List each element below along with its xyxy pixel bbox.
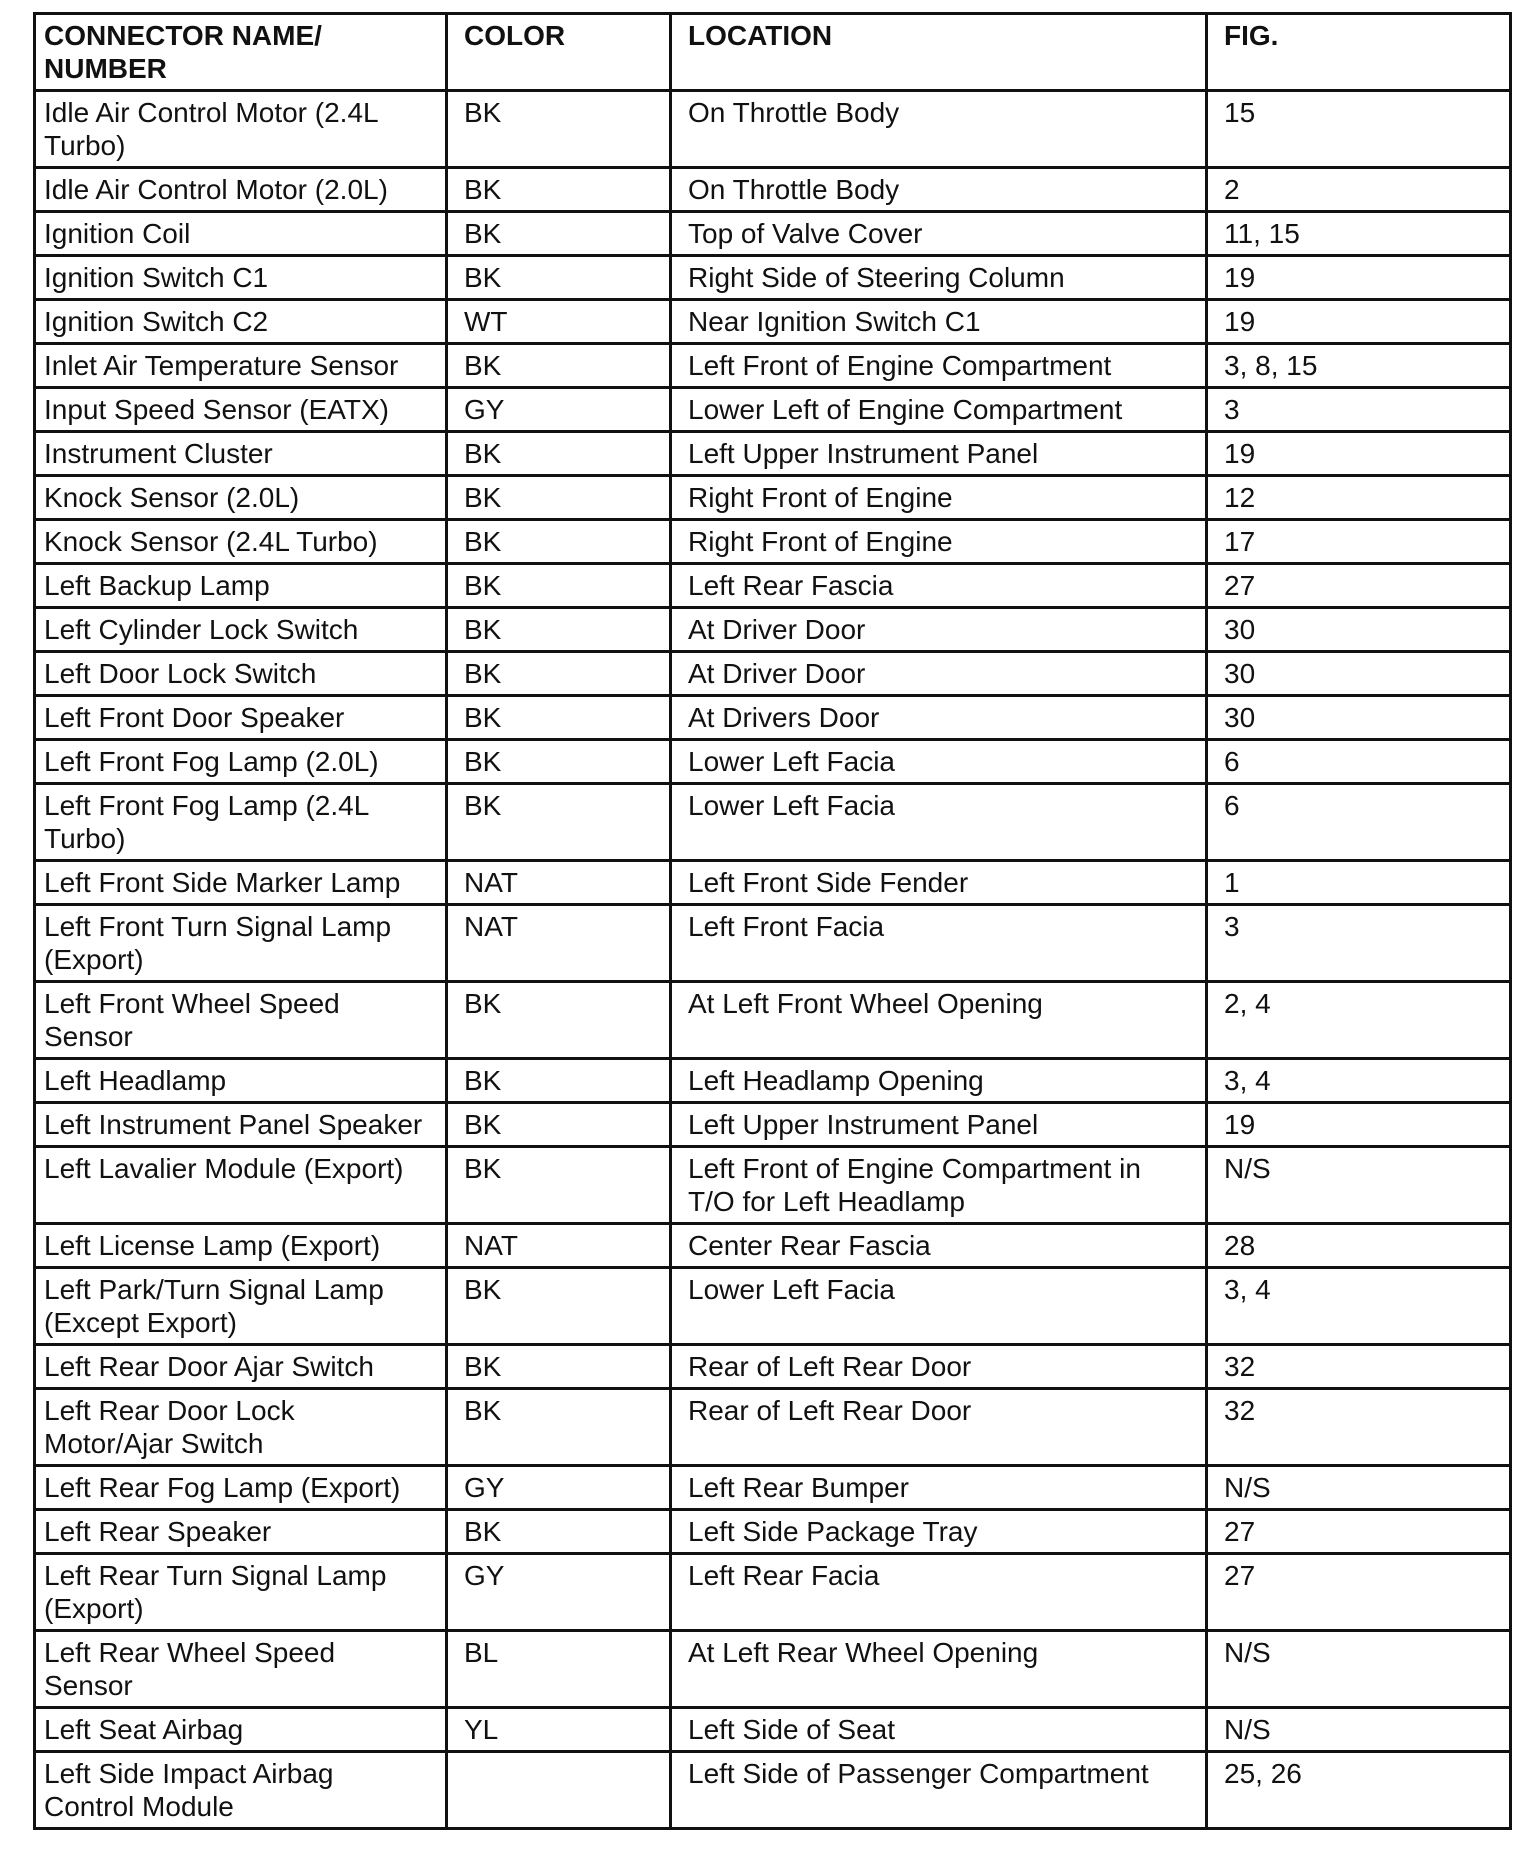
location-cell: Lower Left Facia [671,784,1207,861]
color-cell: GY [447,388,671,432]
location-cell: Right Side of Steering Column [671,256,1207,300]
connector-name-cell: Left Headlamp [35,1059,447,1103]
table-row [35,652,1511,696]
fig-cell: 32 [1207,1389,1511,1466]
connector-name-cell: Left Side Impact Airbag Control Module [35,1752,447,1829]
connector-name-cell: Left Rear Speaker [35,1510,447,1554]
location-cell: At Left Rear Wheel Opening [671,1631,1207,1708]
connector-name-cell: Instrument Cluster [35,432,447,476]
connector-name-cell: Left Seat Airbag [35,1708,447,1752]
table-row [35,1510,1511,1554]
fig-cell: 3 [1207,388,1511,432]
color-cell: BK [447,1389,671,1466]
fig-cell: 3, 8, 15 [1207,344,1511,388]
color-cell: BK [447,1510,671,1554]
connector-name-cell: Left Front Fog Lamp (2.4L Turbo) [35,784,447,861]
table-row [35,212,1511,256]
location-cell: Left Side Package Tray [671,1510,1207,1554]
table-row [35,1554,1511,1631]
fig-cell: 19 [1207,1103,1511,1147]
location-cell: At Driver Door [671,652,1207,696]
fig-cell: 2, 4 [1207,982,1511,1059]
color-cell: BK [447,212,671,256]
location-cell: Center Rear Fascia [671,1224,1207,1268]
table-row [35,1466,1511,1510]
table-row [35,168,1511,212]
table-row [35,564,1511,608]
connector-name-cell: Ignition Switch C1 [35,256,447,300]
location-cell: Left Side of Passenger Compartment [671,1752,1207,1829]
fig-cell: 30 [1207,608,1511,652]
color-cell: BK [447,432,671,476]
color-cell: BK [447,1345,671,1389]
header-location: LOCATION [671,14,1207,91]
connector-name-cell: Knock Sensor (2.0L) [35,476,447,520]
connector-name-cell: Idle Air Control Motor (2.0L) [35,168,447,212]
connector-name-cell: Left License Lamp (Export) [35,1224,447,1268]
location-cell: Left Rear Fascia [671,564,1207,608]
color-cell: BK [447,168,671,212]
fig-cell: 12 [1207,476,1511,520]
connector-name-cell: Knock Sensor (2.4L Turbo) [35,520,447,564]
table-row [35,1389,1511,1466]
connector-name-cell: Left Front Door Speaker [35,696,447,740]
location-cell: Left Front Side Fender [671,861,1207,905]
table-row [35,256,1511,300]
color-cell: BK [447,1147,671,1224]
table-row [35,1631,1511,1708]
color-cell: YL [447,1708,671,1752]
location-cell: On Throttle Body [671,91,1207,168]
connector-name-cell: Input Speed Sensor (EATX) [35,388,447,432]
header-fig: FIG. [1207,14,1511,91]
color-cell: BK [447,696,671,740]
color-cell: BK [447,740,671,784]
location-cell: Left Upper Instrument Panel [671,432,1207,476]
connector-name-cell: Left Cylinder Lock Switch [35,608,447,652]
connector-name-cell: Left Front Fog Lamp (2.0L) [35,740,447,784]
color-cell [447,1752,671,1829]
connector-name-cell: Left Rear Door Lock Motor/Ajar Switch [35,1389,447,1466]
fig-cell: 27 [1207,564,1511,608]
fig-cell: 17 [1207,520,1511,564]
connector-name-cell: Left Front Side Marker Lamp [35,861,447,905]
fig-cell: N/S [1207,1147,1511,1224]
table-row [35,432,1511,476]
location-cell: Rear of Left Rear Door [671,1345,1207,1389]
fig-cell: 6 [1207,740,1511,784]
connector-name-cell: Left Rear Door Ajar Switch [35,1345,447,1389]
table-row [35,91,1511,168]
color-cell: BK [447,344,671,388]
location-cell: Top of Valve Cover [671,212,1207,256]
location-cell: Left Front of Engine Compartment [671,344,1207,388]
connector-name-cell: Left Rear Wheel Speed Sensor [35,1631,447,1708]
table-row [35,388,1511,432]
location-cell: Right Front of Engine [671,476,1207,520]
fig-cell: 6 [1207,784,1511,861]
table-row [35,784,1511,861]
fig-cell: 11, 15 [1207,212,1511,256]
location-cell: At Left Front Wheel Opening [671,982,1207,1059]
fig-cell: N/S [1207,1708,1511,1752]
connector-name-cell: Left Front Turn Signal Lamp (Export) [35,905,447,982]
location-cell: Lower Left Facia [671,1268,1207,1345]
fig-cell: 3 [1207,905,1511,982]
table-row [35,476,1511,520]
fig-cell: N/S [1207,1631,1511,1708]
color-cell: BK [447,1268,671,1345]
connector-name-cell: Ignition Coil [35,212,447,256]
connector-name-cell: Left Park/Turn Signal Lamp (Except Export) [35,1268,447,1345]
connector-name-cell: Inlet Air Temperature Sensor [35,344,447,388]
color-cell: NAT [447,905,671,982]
table-row [35,608,1511,652]
connector-table [33,12,1512,1830]
table-row [35,1224,1511,1268]
color-cell: BK [447,608,671,652]
color-cell: BK [447,520,671,564]
location-cell: Lower Left Facia [671,740,1207,784]
location-cell: At Driver Door [671,608,1207,652]
table-row [35,1268,1511,1345]
connector-name-cell: Idle Air Control Motor (2.4L Turbo) [35,91,447,168]
location-cell: Left Headlamp Opening [671,1059,1207,1103]
location-cell: On Throttle Body [671,168,1207,212]
connector-name-cell: Left Front Wheel Speed Sensor [35,982,447,1059]
table-row [35,740,1511,784]
fig-cell: N/S [1207,1466,1511,1510]
fig-cell: 28 [1207,1224,1511,1268]
color-cell: BL [447,1631,671,1708]
color-cell: NAT [447,861,671,905]
table-row [35,861,1511,905]
table-row [35,905,1511,982]
connector-name-cell: Left Lavalier Module (Export) [35,1147,447,1224]
connector-name-cell: Left Rear Turn Signal Lamp (Export) [35,1554,447,1631]
table-row [35,1147,1511,1224]
table-row [35,300,1511,344]
location-cell: Left Upper Instrument Panel [671,1103,1207,1147]
location-cell: Lower Left of Engine Compartment [671,388,1207,432]
fig-cell: 19 [1207,300,1511,344]
table-row [35,982,1511,1059]
fig-cell: 30 [1207,652,1511,696]
table-row [35,344,1511,388]
fig-cell: 27 [1207,1510,1511,1554]
table-row [35,1059,1511,1103]
header-connector-name: CONNECTOR NAME/ NUMBER [35,14,447,91]
color-cell: WT [447,300,671,344]
fig-cell: 25, 26 [1207,1752,1511,1829]
table-row [35,696,1511,740]
color-cell: BK [447,91,671,168]
table-row [35,1345,1511,1389]
fig-cell: 30 [1207,696,1511,740]
color-cell: BK [447,652,671,696]
location-cell: Right Front of Engine [671,520,1207,564]
color-cell: GY [447,1554,671,1631]
location-cell: Left Rear Bumper [671,1466,1207,1510]
fig-cell: 19 [1207,256,1511,300]
location-cell: Near Ignition Switch C1 [671,300,1207,344]
location-cell: Left Rear Facia [671,1554,1207,1631]
connector-name-cell: Left Instrument Panel Speaker [35,1103,447,1147]
table-row [35,1752,1511,1829]
color-cell: BK [447,982,671,1059]
color-cell: NAT [447,1224,671,1268]
table-row [35,520,1511,564]
color-cell: BK [447,476,671,520]
color-cell: BK [447,1103,671,1147]
connector-name-cell: Left Backup Lamp [35,564,447,608]
location-cell: Left Front Facia [671,905,1207,982]
color-cell: GY [447,1466,671,1510]
table-row [35,1103,1511,1147]
fig-cell: 2 [1207,168,1511,212]
location-cell: Left Front of Engine Compartment in T/O for Left Headlamp [671,1147,1207,1224]
color-cell: BK [447,784,671,861]
header-color: COLOR [447,14,671,91]
location-cell: At Drivers Door [671,696,1207,740]
connector-name-cell: Ignition Switch C2 [35,300,447,344]
fig-cell: 15 [1207,91,1511,168]
fig-cell: 3, 4 [1207,1268,1511,1345]
fig-cell: 19 [1207,432,1511,476]
table-row [35,1708,1511,1752]
color-cell: BK [447,256,671,300]
fig-cell: 1 [1207,861,1511,905]
fig-cell: 3, 4 [1207,1059,1511,1103]
color-cell: BK [447,1059,671,1103]
fig-cell: 32 [1207,1345,1511,1389]
header-row [35,14,1511,91]
connector-name-cell: Left Rear Fog Lamp (Export) [35,1466,447,1510]
connector-name-cell: Left Door Lock Switch [35,652,447,696]
location-cell: Rear of Left Rear Door [671,1389,1207,1466]
color-cell: BK [447,564,671,608]
location-cell: Left Side of Seat [671,1708,1207,1752]
fig-cell: 27 [1207,1554,1511,1631]
